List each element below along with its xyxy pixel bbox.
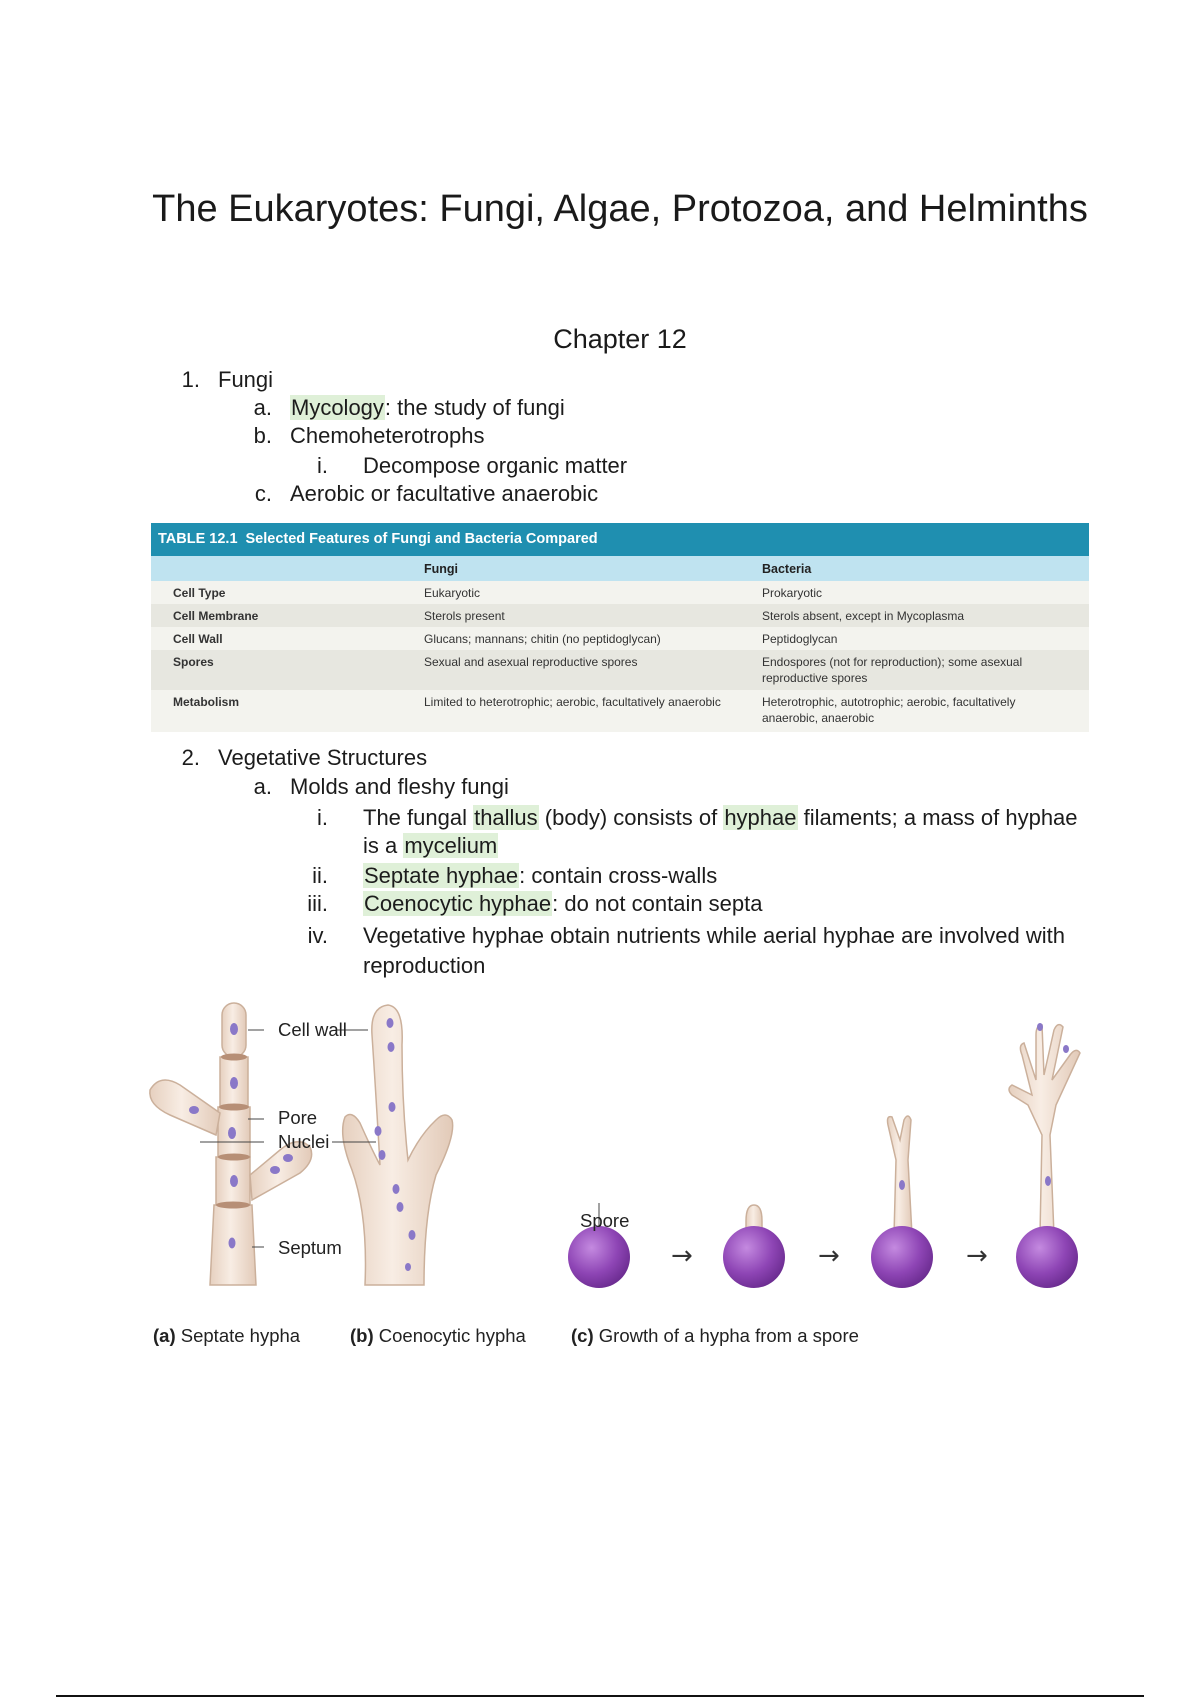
row-feature: Cell Type — [173, 586, 226, 600]
list-marker: a. — [253, 395, 272, 420]
row-feature: Metabolism — [173, 695, 240, 709]
row-fungi: Limited to heterotrophic; aerobic, facultatively anaerobic — [424, 695, 721, 709]
table-row — [151, 690, 1089, 732]
list-item-vegetative-cont: reproduction — [363, 953, 486, 978]
caption-a — [153, 1325, 300, 1347]
highlighted-term: thallus — [474, 805, 538, 830]
list-marker: b. — [253, 423, 272, 448]
highlighted-term: Mycology — [291, 395, 384, 420]
list-item-coenocytic — [363, 890, 763, 918]
caption-letter: (c) — [571, 1325, 594, 1346]
item-text: filaments; a mass of hyphae — [797, 805, 1078, 830]
highlighted-term: Septate hyphae — [364, 863, 519, 888]
list-item-molds: Molds and fleshy fungi — [290, 774, 509, 799]
list-marker: c. — [254, 481, 272, 506]
caption-c — [571, 1325, 859, 1347]
list-marker: i. — [317, 805, 328, 830]
table-title-bar — [151, 523, 1089, 556]
arrow-icon: → — [671, 1241, 693, 1271]
section2-heading: Vegetative Structures — [218, 745, 428, 770]
row-bacteria: Endospores (not for reproduction); some asexual reproductive spores — [762, 655, 1023, 685]
section1-number: 1. — [181, 367, 200, 392]
caption-text: Growth of a hypha from a spore — [593, 1325, 859, 1346]
highlighted-term: mycelium — [404, 833, 498, 858]
table-label: TABLE 12.1 — [158, 531, 238, 547]
list-item-chemoheterotrophs: Chemoheterotrophs — [290, 423, 485, 448]
item-text: (body) consists of — [538, 805, 724, 830]
row-bacteria: Prokaryotic — [762, 586, 823, 600]
title-text: The Eukaryotes: Fungi, Algae, Protozoa, and Helminths — [152, 188, 1088, 230]
label-nuclei: Nuclei — [278, 1131, 330, 1152]
column-header-bacteria: Bacteria — [762, 562, 812, 576]
page-bottom-rule — [56, 1695, 1144, 1697]
table-row — [151, 650, 1089, 690]
row-bacteria: Heterotrophic, autotrophic; aerobic, facultatively anaerobic, anaerobic — [762, 695, 1016, 725]
row-feature: Cell Wall — [173, 632, 223, 646]
page-title — [140, 182, 1100, 236]
coenocytic-hypha-illustration — [332, 1005, 453, 1285]
spore-growth-illustration — [568, 1023, 1080, 1288]
list-marker: iv. — [307, 923, 328, 948]
row-bacteria: Peptidoglycan — [762, 632, 838, 646]
list-item-aerobic: Aerobic or facultative anaerobic — [290, 481, 599, 506]
caption-b — [350, 1325, 526, 1347]
caption-text: Septate hypha — [175, 1325, 301, 1346]
item-text: : contain cross-walls — [519, 863, 718, 888]
list-item-thallus-cont — [363, 832, 498, 860]
list-item-mycology — [290, 394, 565, 422]
row-fungi: Eukaryotic — [424, 586, 481, 600]
label-pore: Pore — [278, 1107, 318, 1128]
arrow-icon: → — [818, 1241, 840, 1271]
caption-letter: (a) — [153, 1325, 176, 1346]
list-item-vegetative: Vegetative hyphae obtain nutrients while aerial hyphae are involved with — [363, 923, 1066, 948]
item-text: The fungal — [363, 805, 474, 830]
caption-letter: (b) — [350, 1325, 374, 1346]
section1-heading: Fungi — [218, 367, 274, 392]
list-marker: i. — [317, 453, 328, 478]
row-feature: Cell Membrane — [173, 609, 259, 623]
column-header-fungi: Fungi — [424, 562, 459, 576]
spore-stage-1 — [568, 1226, 630, 1288]
spore-stage-3 — [871, 1226, 933, 1288]
caption-text: Coenocytic hypha — [373, 1325, 526, 1346]
list-marker: ii. — [312, 863, 328, 888]
item-text: : the study of fungi — [384, 395, 565, 420]
row-feature: Spores — [173, 655, 214, 669]
table-row — [151, 627, 1089, 650]
table-row — [151, 604, 1089, 627]
table-row — [151, 581, 1089, 604]
highlighted-term: hyphae — [724, 805, 797, 830]
arrow-icon: → — [966, 1241, 988, 1271]
row-fungi: Glucans; mannans; chitin (no peptidoglycan) — [424, 632, 661, 646]
item-text: is a — [363, 833, 404, 858]
item-text: : do not contain septa — [552, 891, 763, 916]
spore-stage-2 — [723, 1226, 785, 1288]
row-bacteria: Sterols absent, except in Mycoplasma — [762, 609, 965, 623]
table-header-row — [151, 556, 1089, 581]
list-item-thallus — [363, 804, 1078, 832]
row-fungi: Sterols present — [424, 609, 505, 623]
label-cell-wall: Cell wall — [278, 1019, 347, 1040]
label-spore: Spore — [580, 1210, 630, 1231]
row-fungi: Sexual and asexual reproductive spores — [424, 655, 638, 669]
label-septum: Septum — [278, 1237, 342, 1258]
list-marker: iii. — [307, 891, 328, 916]
highlighted-term: Coenocytic hyphae — [364, 891, 552, 916]
section2-number: 2. — [181, 745, 200, 770]
spore-stage-4 — [1016, 1226, 1078, 1288]
list-marker: a. — [253, 774, 272, 799]
table-title: Selected Features of Fungi and Bacteria Compared — [245, 531, 598, 547]
list-item-septate — [363, 862, 717, 890]
list-item-decompose: Decompose organic matter — [363, 453, 628, 478]
comparison-table — [151, 523, 1089, 732]
chapter-label: Chapter 12 — [553, 324, 687, 354]
